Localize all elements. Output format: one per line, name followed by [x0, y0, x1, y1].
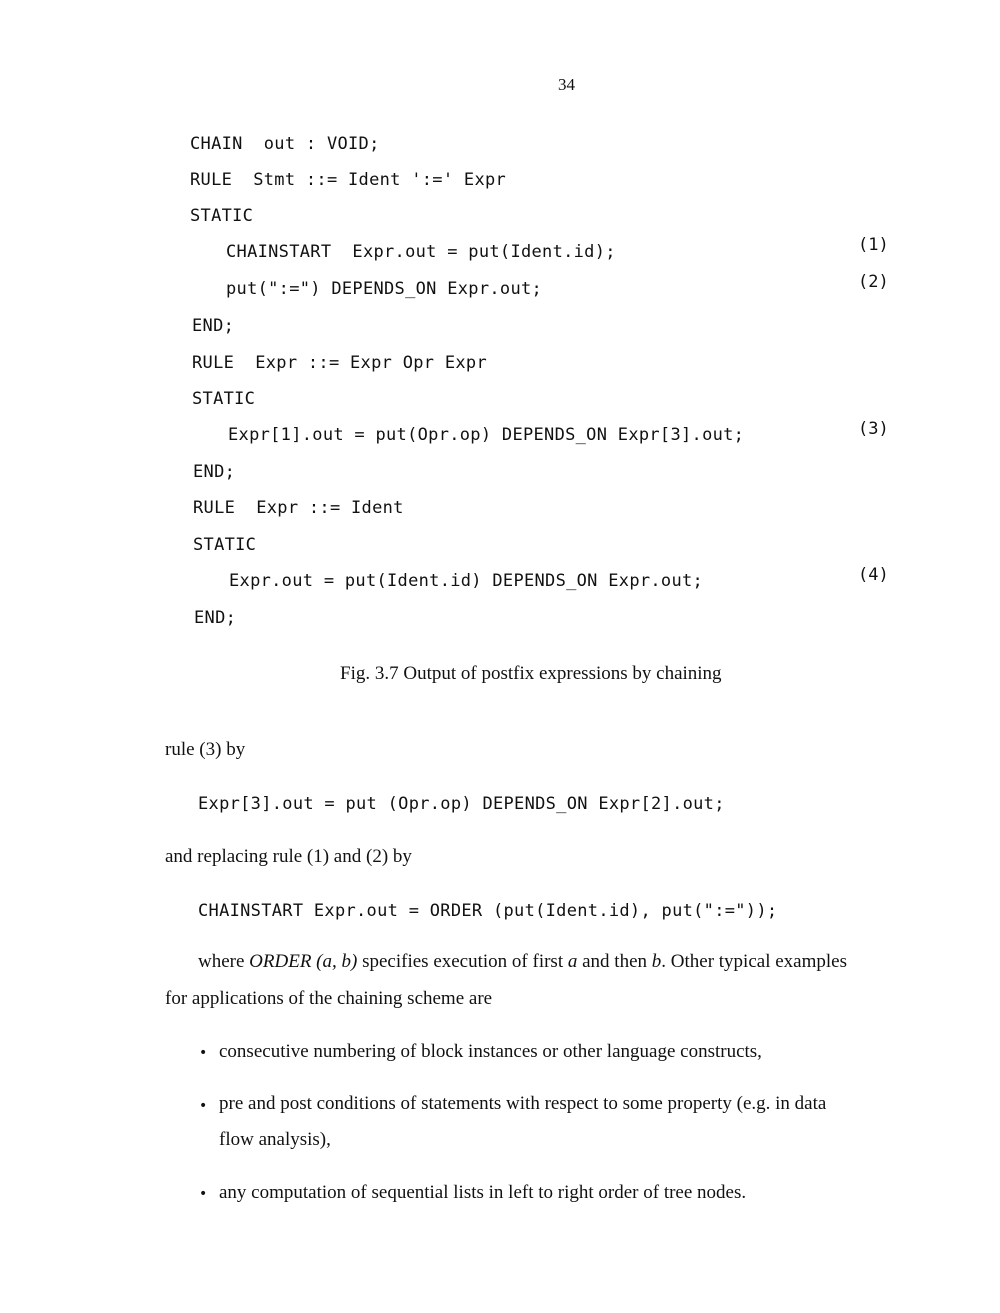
code-line: CHAINSTART Expr.out = put(Ident.id);: [226, 242, 616, 262]
code-line: put(":=") DEPENDS_ON Expr.out;: [226, 279, 543, 299]
equation-number: (1): [858, 235, 889, 255]
text-run: where: [198, 951, 250, 972]
code-line: STATIC: [193, 535, 257, 555]
code-line: RULE Expr ::= Ident: [193, 498, 404, 518]
paragraph: rule (3) by: [165, 739, 246, 760]
list-item: consecutive numbering of block instances or other language constructs,: [219, 1041, 762, 1062]
code-line: STATIC: [192, 389, 256, 409]
code-line: RULE Expr ::= Expr Opr Expr: [192, 353, 487, 373]
code-snippet: CHAINSTART Expr.out = ORDER (put(Ident.id), put(":="));: [198, 901, 778, 921]
list-item: any computation of sequential lists in left to right order of tree nodes.: [219, 1182, 747, 1203]
code-line: Expr[1].out = put(Opr.op) DEPENDS_ON Expr[3].out;: [228, 425, 745, 445]
paragraph-line: [198, 950, 847, 974]
bullet-icon: •: [199, 1186, 208, 1202]
emphasis-order: ORDER (a, b): [249, 951, 358, 972]
equation-number: (3): [858, 419, 889, 439]
paragraph-line: for applications of the chaining scheme are: [165, 988, 493, 1009]
code-line: END;: [192, 316, 235, 336]
text-run: . Other typical examples: [661, 951, 847, 972]
emphasis-a: a: [567, 951, 578, 972]
text-run: and then: [577, 951, 652, 972]
emphasis-b: b: [651, 951, 662, 972]
page-number: 34: [558, 75, 575, 94]
list-item: pre and post conditions of statements with respect to some property (e.g. in data: [219, 1093, 827, 1114]
bullet-icon: •: [199, 1045, 208, 1061]
text-run: specifies execution of first: [357, 951, 568, 972]
figure-caption: Fig. 3.7 Output of postfix expressions by chaining: [340, 663, 722, 684]
equation-number: (2): [858, 272, 889, 292]
code-line: RULE Stmt ::= Ident ':=' Expr: [190, 170, 507, 190]
code-line: STATIC: [190, 206, 254, 226]
list-item-continuation: flow analysis),: [219, 1129, 331, 1150]
bullet-icon: •: [199, 1098, 208, 1114]
equation-number: (4): [858, 565, 889, 585]
paragraph: and replacing rule (1) and (2) by: [165, 846, 412, 867]
code-line: Expr.out = put(Ident.id) DEPENDS_ON Expr.out;: [229, 571, 704, 591]
code-line: CHAIN out : VOID;: [190, 134, 380, 154]
code-line: END;: [194, 608, 237, 628]
code-snippet: Expr[3].out = put (Opr.op) DEPENDS_ON Expr[2].out;: [198, 794, 725, 814]
code-line: END;: [193, 462, 236, 482]
